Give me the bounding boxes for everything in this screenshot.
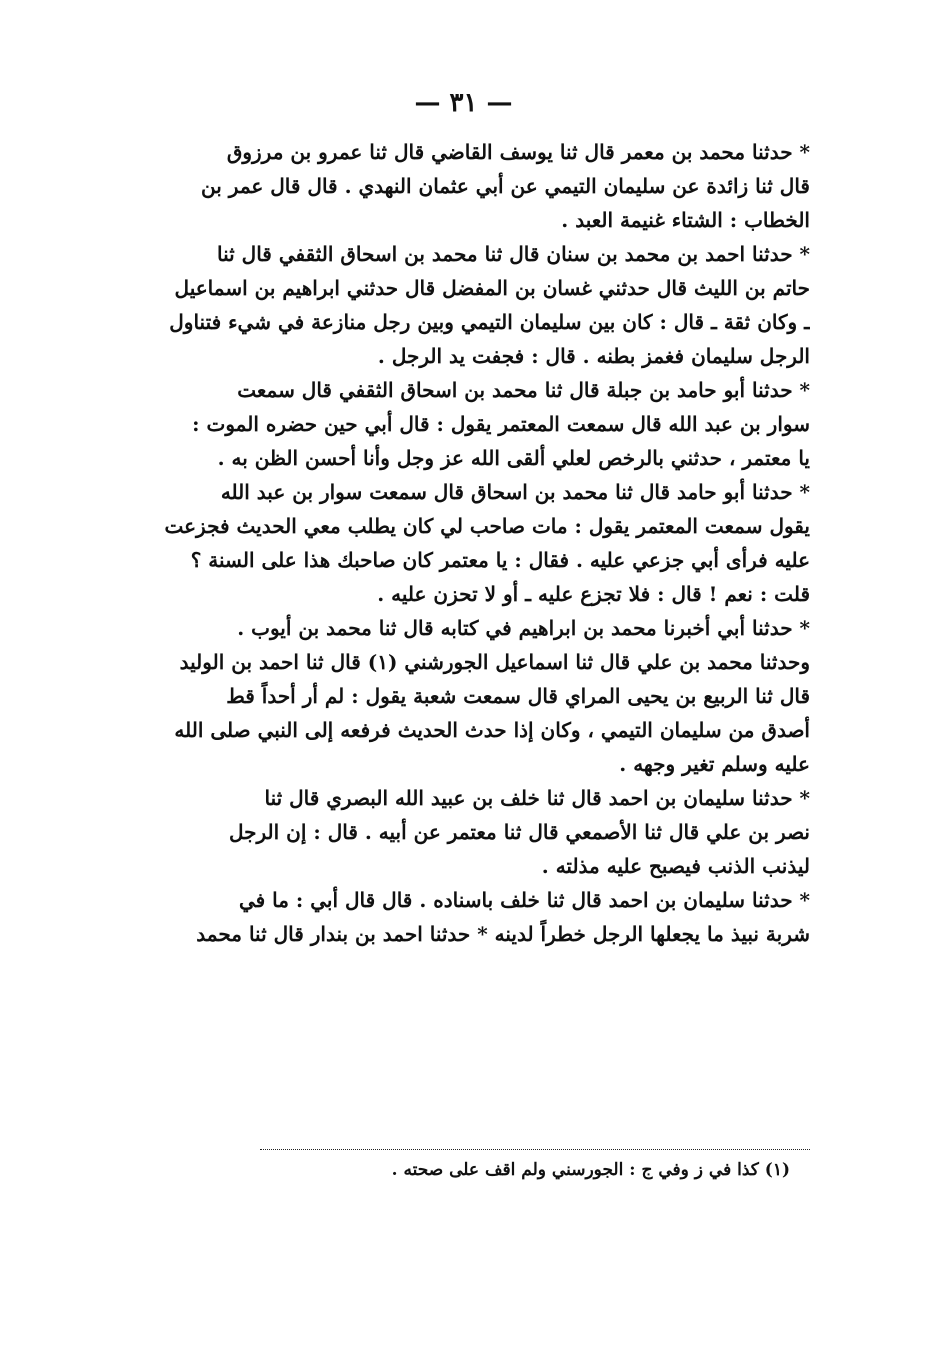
- text-line: يقول سمعت المعتمر يقول : مات صاحب لي كان يطلب معي الحديث فجزعت: [164, 514, 810, 538]
- footnote-divider: [260, 1149, 810, 1150]
- text-line: * حدثنا احمد بن محمد بن سنان قال ثنا محمد بن اسحاق الثقفي قال ثنا: [217, 242, 810, 266]
- text-line: الرجل سليمان فغمز بطنه . قال : فجفت يد الرجل .: [377, 344, 810, 368]
- text-line: قال ثنا الربيع بن يحيى المراي قال سمعت شعبة يقول : لم أر أحداً قط: [226, 684, 810, 708]
- text-line: وحدثنا محمد بن علي قال ثنا اسماعيل الجورشني (١) قال ثنا احمد بن الوليد: [179, 650, 810, 674]
- text-line: سوار بن عبد الله قال سمعت المعتمر يقول : قال أبي حين حضره الموت :: [192, 412, 810, 436]
- text-line: عليه وسلم تغير وجهه .: [619, 752, 810, 776]
- page-number: — ٣١ —: [414, 88, 513, 118]
- text-line: * حدثنا سليمان بن احمد قال ثنا خلف باسناده . قال قال أبي : ما في: [238, 888, 810, 912]
- text-line: * حدثنا محمد بن معمر قال ثنا يوسف القاضي قال ثنا عمرو بن مرزوق: [226, 140, 810, 164]
- text-line: يا معتمر ، حدثني بالرخص لعلي ألقى الله عز وجل وأنا أحسن الظن به .: [217, 446, 810, 470]
- text-line: قال ثنا زائدة عن سليمان التيمي عن أبي عثمان النهدي . قال قال عمر بن: [201, 174, 810, 198]
- footnote: (١) كذا في ز وفي ج : الجورسني ولم اقف على صحته .: [391, 1160, 790, 1180]
- text-line: ـ وكان ثقة ـ قال : كان بين سليمان التيمي وبين رجل منازعة في شيء فتناول: [169, 310, 810, 334]
- text-line: * حدثنا سليمان بن احمد قال ثنا خلف بن عبيد الله البصري قال ثنا: [264, 786, 810, 810]
- text-line: * حدثنا أبو حامد بن جبلة قال ثنا محمد بن اسحاق الثقفي قال سمعت: [237, 378, 810, 402]
- text-line: حاتم بن الليث قال حدثني غسان بن المفضل قال حدثني ابراهيم بن اسماعيل: [174, 276, 810, 300]
- text-line: الخطاب : الشتاء غنيمة العبد .: [561, 208, 810, 232]
- text-line: قلت : نعم ! قال : فلا تجزع عليه ـ أو لا تحزن عليه .: [377, 582, 810, 606]
- text-line: ليذنب الذنب فيصبح عليه مذلته .: [541, 854, 810, 878]
- text-line: * حدثنا أبي أخبرنا محمد بن ابراهيم في كتابه قال ثنا محمد بن أيوب .: [237, 616, 810, 640]
- text-line: شربة نبيذ ما يجعلها الرجل خطراً لدينه * حدثنا احمد بن بندار قال ثنا محمد: [196, 922, 810, 946]
- text-line: نصر بن علي قال ثنا الأصمعي قال ثنا معتمر عن أبيه . قال : إن الرجل: [229, 820, 810, 844]
- text-line: عليه فرأى أبي جزعي عليه . فقال : يا معتمر كان صاحبك هذا على السنة ؟: [190, 548, 810, 572]
- text-line: أصدق من سليمان التيمي ، وكان إذا حدث الحديث فرفعه إلى النبي صلى الله: [174, 718, 810, 742]
- body-text: [150, 135, 810, 951]
- text-line: * حدثنا أبو حامد قال ثنا محمد بن اسحاق قال سمعت سوار بن عبد الله: [220, 480, 810, 504]
